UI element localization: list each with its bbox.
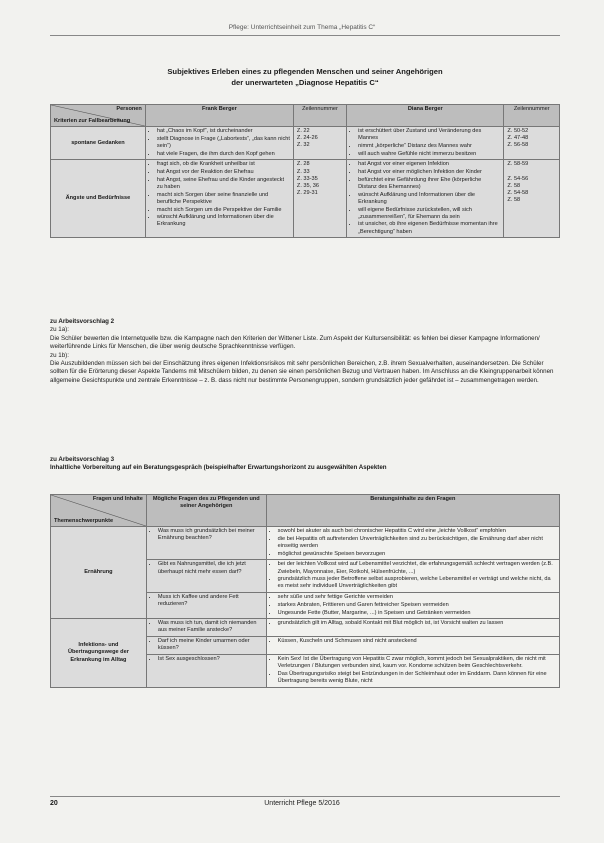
line-ref: Z. 54-56 <box>507 175 529 182</box>
content-list <box>270 638 556 645</box>
line-ref: Z. 22 <box>296 128 310 134</box>
line-ref: Z. 32 <box>296 142 310 149</box>
corner-top-label: Personen <box>116 106 142 112</box>
frank-cell <box>145 127 293 160</box>
task2-heading: zu Arbeitsvorschlag 2 <box>50 318 115 325</box>
corner-bottom-label: Kriterien zur Fallbearbeitung <box>54 117 131 124</box>
question-item: • Ist Sex ausgeschlossen? <box>158 656 263 663</box>
list-item: • fragt sich, ob die Krankheit unheilbar ist <box>157 161 290 168</box>
col-header-questions: Mögliche Fragen des zu Pflegenden und seiner Angehörigen <box>146 495 266 527</box>
question-list <box>150 528 263 542</box>
frank-ref-cell <box>293 160 346 238</box>
diana-cell <box>347 127 504 160</box>
experience-table <box>50 104 560 238</box>
task2-paragraph-a: Die Schüler bewerten die Internetquelle bzw. die Kampagne nach den Kriterien der Wittener Liste. Zum Aspekt der Kultursensibilität: es fehlen bei dieser Kampagne Informationen/ weiterführende Links für Menschen, die über wenig deutsche Sprachkenntnisse verfügen. <box>50 334 540 351</box>
line-ref: Z. 47-48 <box>507 135 529 142</box>
task3-heading: zu Arbeitsvorschlag 3 <box>50 456 115 463</box>
line-ref: Z. 28 <box>296 161 310 168</box>
list-item: • will eigene Bedürfnisse zurückstellen, will sich „zusammenreißen“, für Ehemann da sein <box>358 207 500 221</box>
content-cell <box>266 593 559 619</box>
list-item: • nimmt „körperliche“ Distanz des Mannes wahr <box>358 143 500 150</box>
title-line-2: der unerwarteten „Diagnose Hepatitis C“ <box>231 78 379 87</box>
list-item: • ist erschüttert über Zustand und Veränderung des Mannes <box>358 128 500 142</box>
task3-block <box>50 456 560 473</box>
task2-sub-a: zu 1a): <box>50 326 69 334</box>
table-row <box>51 527 560 560</box>
list-item: • wünscht Aufklärung und Informationen über die Erkrankung <box>358 192 500 206</box>
line-ref: Z. 35, 36 <box>296 182 319 189</box>
question-item: • Darf ich meine Kinder umarmen oder küssen? <box>158 638 263 652</box>
content-item: • Küssen, Kuscheln und Schmusen sind nicht ansteckend <box>278 638 556 645</box>
content-item: • die bei Hepatitis oft auftretenden Unverträglichkeiten sind zu berücksichtigen, die Ernährung darf aber nicht einseitig werden <box>278 536 556 550</box>
list-item: • wünscht Aufklärung und Informationen über die Erkrankung <box>157 214 290 228</box>
table-row <box>51 160 560 238</box>
content-cell <box>266 619 559 637</box>
topic-label: Ernährung <box>51 527 147 619</box>
list-item: • hat Angst, seine Ehefrau und die Kinder angesteckt zu haben <box>157 177 290 191</box>
frank-ref-cell <box>293 127 346 160</box>
content-cell <box>266 637 559 655</box>
list-item: • macht sich Sorgen um die Perspektive der Familie <box>157 207 290 214</box>
question-item: • Was muss ich tun, damit ich niemanden aus meiner Familie anstecke? <box>158 620 263 634</box>
task2-paragraph-b: Die Auszubildenden müssen sich bei der Einschätzung ihres eigenen Infektionsrisikos mit sehr persönlichen Bereichen, z.B. ihrem Sexualverhalten, auseinandersetzen. Die Schüler sollten für die Erörterung dieser Aspekte Tandems mit Mitschülern bilden, zu denen sie einen persönlichen Bezug und Vertrauen haben. Im Anschluss an die Kleingruppenarbeit können allgemeine Gesichtspunkte und zentrale Erkenntnisse – z. B. dass nicht nur bestimmte Personengruppen, sondern grundsätzlich jeder gefährdet ist – zusammengetragen werden. <box>50 360 554 384</box>
section-title <box>90 66 520 88</box>
content-item: • grundsätzlich muss jeder Betroffene selbst ausprobieren, welche Lebensmittel er verträgt und welche nicht, da es meist sehr individuell Unverträglichkeiten gibt <box>278 576 556 590</box>
content-item: • sowohl bei akuter als auch bei chronischer Hepatitis C wird eine „leichte Vollkost“ empfohlen <box>278 528 556 535</box>
list-item: • befürchtet eine Gefährdung ihrer Ehe (körperliche Distanz des Ehemannes) <box>358 177 500 191</box>
content-cell <box>266 655 559 688</box>
task3-subheading: Inhaltliche Vorbereitung auf ein Beratungsgespräch (beispielhafter Erwartungshorizont zu ausgewählten Aspekten <box>50 464 387 472</box>
line-ref: Z. 29-31 <box>296 190 318 197</box>
line-ref: Z. 56-58 <box>507 142 529 149</box>
bullet-list <box>350 128 500 158</box>
diana-ref-cell <box>504 160 560 238</box>
frank-cell <box>145 160 293 238</box>
content-item: • Das Übertragungsrisiko steigt bei Entzündungen in der Schleimhaut oder im Enddarm. Dann können für eine Übertragung bereits wenig Blute, nicht <box>278 671 556 685</box>
header-rule <box>50 35 560 36</box>
question-item: • Gibt es Nahrungsmittel, die ich jetzt überhaupt nicht mehr essen darf? <box>158 561 263 575</box>
diana-ref-cell <box>504 127 560 160</box>
list-item: • hat Angst vor der Reaktion der Ehefrau <box>157 169 290 176</box>
task2-block <box>50 318 560 385</box>
question-item: • Was muss ich grundsätzlich bei meiner Ernährung beachten? <box>158 528 263 542</box>
table-corner-header <box>51 105 146 127</box>
table-row <box>51 619 560 637</box>
footer-rule <box>50 796 560 797</box>
table2-corner-header <box>51 495 147 527</box>
corner2-top-label: Fragen und Inhalte <box>92 496 143 502</box>
question-cell <box>146 637 266 655</box>
line-ref: Z. 54-58 <box>507 190 529 197</box>
list-item: • will auch wahre Gefühle nicht immerzu besitzen <box>358 151 500 158</box>
running-header: Pflege: Unterrichtseinheit zum Thema „Hepatitis C“ <box>228 24 376 31</box>
question-list <box>150 561 263 575</box>
line-ref: Z. 24-26 <box>296 135 318 142</box>
content-list <box>270 620 556 627</box>
bullet-list <box>350 161 500 236</box>
page-number: 20 <box>50 800 58 807</box>
journal-footer: Unterricht Pflege 5/2016 <box>264 800 340 807</box>
bullet-list <box>149 128 290 158</box>
row-label: spontane Gedanken <box>51 127 146 160</box>
topic-label: Infektions- und Übertragungswege der Erkrankung im Alltag <box>51 619 147 688</box>
content-item: • Kein Sex! Ist die Übertragung von Hepatitis C zwar möglich, kommt jedoch bei Sexualpraktiken, die nicht mit Verletzungen / Blutungen verbunden sind, kaum vor. Kondome schützen beim Geschlechtsverkehr. <box>278 656 556 670</box>
counseling-table <box>50 494 560 688</box>
content-list <box>270 594 556 617</box>
list-item: • hat „Chaos im Kopf“, ist durcheinander <box>157 128 290 135</box>
diana-cell <box>347 160 504 238</box>
list-item: • stellt Diagnose in Frage („Labortests“, „das kann nicht sein“) <box>157 136 290 150</box>
line-ref: Z. 33-35 <box>296 175 318 182</box>
col-header-frank: Frank Berger <box>145 105 293 127</box>
question-cell <box>146 593 266 619</box>
table-row <box>51 127 560 160</box>
row-label: Ängste und Bedürfnisse <box>51 160 146 238</box>
question-list <box>150 620 263 634</box>
line-ref: Z. 58 <box>507 182 521 189</box>
task2-sub-b: zu 1b): <box>50 351 69 359</box>
line-ref <box>507 169 556 176</box>
question-cell <box>146 655 266 688</box>
col-header-ref1: Zeilennummer <box>293 105 346 127</box>
content-list <box>270 528 556 558</box>
list-item: • hat Angst vor einer möglichen Infektion der Kinder <box>358 169 500 176</box>
col-header-content: Beratungsinhalte zu den Fragen <box>266 495 559 527</box>
content-item: • sehr süße und sehr fettige Gerichte vermeiden <box>278 594 556 601</box>
content-item: • Ungesunde Fette (Butter, Margarine, ...) in Speisen und Getränken vermeiden <box>278 610 556 617</box>
col-header-diana: Diana Berger <box>347 105 504 127</box>
content-item: • bei der leichten Vollkost wird auf Lebensmittel verzichtet, die erfahrungsgemäß schlecht vertragen werden (z.B. Zwiebeln, Mayonnaise, Eier, Rotkohl, Hülsenfrüchte, ...) <box>278 561 556 575</box>
question-item: • Muss ich Kaffee und andere Fett reduzieren? <box>158 594 263 608</box>
list-item: • ist unsicher, ob ihre eigenen Bedürfnisse momentan ihre „Berechtigung“ haben <box>358 221 500 235</box>
line-ref: Z. 33 <box>296 168 310 175</box>
question-list <box>150 638 263 652</box>
corner2-bottom-label: Themenschwerpunkte <box>54 517 114 524</box>
line-ref <box>297 197 343 204</box>
line-ref: Z. 50-52 <box>507 128 529 134</box>
question-cell <box>146 560 266 593</box>
line-ref: Z. 58-59 <box>507 161 529 168</box>
content-list <box>270 656 556 685</box>
list-item: • macht sich Sorgen über seine finanzielle und berufliche Perspektive <box>157 192 290 206</box>
list-item: • hat viele Fragen, die ihm durch den Kopf gehen <box>157 151 290 158</box>
question-cell <box>146 619 266 637</box>
line-ref: Z. 58 <box>507 197 521 204</box>
content-item: • möglichst gewünschte Speisen bevorzugen <box>278 551 556 558</box>
question-list <box>150 594 263 608</box>
content-item: • starkes Anbraten, Frittieren und Garen fettreicher Speisen vermeiden <box>278 602 556 609</box>
content-cell <box>266 560 559 593</box>
content-cell <box>266 527 559 560</box>
content-item: • grundsätzlich gilt im Alltag, sobald Kontakt mit Blut möglich ist, ist Vorsicht walten zu lassen <box>278 620 556 627</box>
title-line-1: Subjektives Erleben eines zu pflegenden Menschen und seiner Angehörigen <box>167 67 443 76</box>
bullet-list <box>149 161 290 228</box>
col-header-ref2: Zeilennummer <box>504 105 560 127</box>
question-cell <box>146 527 266 560</box>
list-item: • hat Angst vor einer eigenen Infektion <box>358 161 500 168</box>
content-list <box>270 561 556 590</box>
question-list <box>150 656 263 663</box>
